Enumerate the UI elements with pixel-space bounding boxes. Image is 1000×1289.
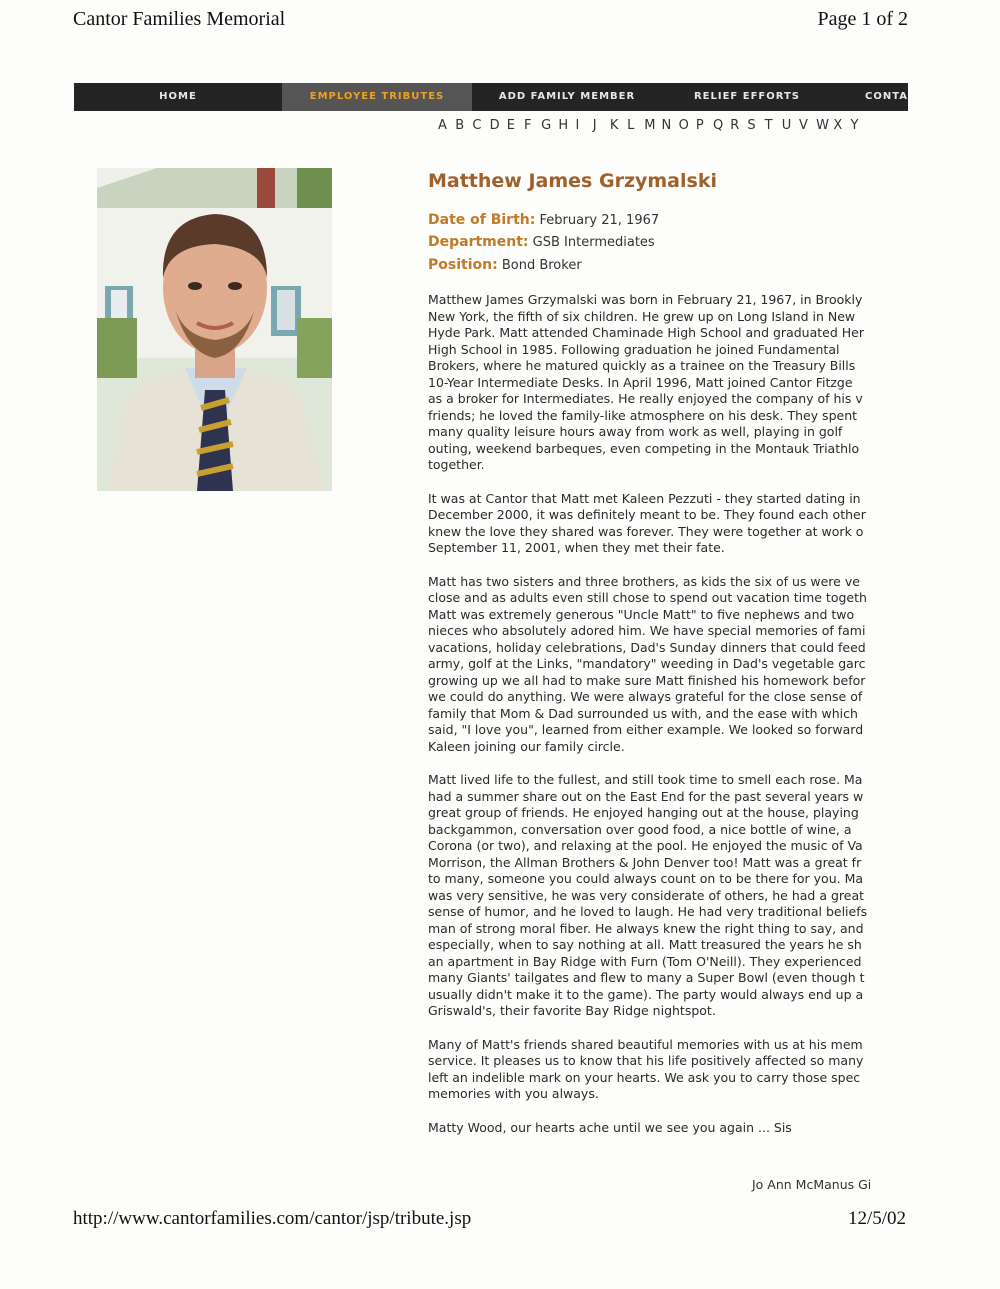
alphabet-letter-k[interactable]: K [609,118,619,133]
alphabet-letter-c[interactable]: C [472,118,482,133]
alphabet-letter-d[interactable]: D [489,118,500,133]
alphabet-letter-t[interactable]: T [764,118,773,133]
position-label: Position: [428,257,498,273]
nav-relief-efforts[interactable]: RELIEF EFFORTS [693,91,801,102]
alphabet-letter-s[interactable]: S [747,118,756,133]
alphabet-letter-h[interactable]: H [558,118,569,133]
alphabet-letter-u[interactable]: U [781,118,792,133]
employee-name: Matthew James Grzymalski [428,170,717,192]
top-navigation-bar [74,83,908,111]
bio-paragraph-5: Many of Matt's friends shared beautiful memories with us at his mem service. It pleases us to know that his life positively affected so many left an indelible mark on your hearts. We ask you to carry those spec memories with you always. [428,1036,864,1101]
alphabet-letter-i[interactable]: I [575,118,580,133]
print-header-title: Cantor Families Memorial [73,8,286,30]
bio-paragraph-3: Matt has two sisters and three brothers, as kids the six of us were ve close and as adults even still chose to spend out vacation time togeth Matt was extremely generous "Uncle Matt" to five nephews and two nieces who absolutely adored him. We have special memories of fami vacations, holiday celebrations, Dad's Sunday dinners that could feed army, golf at the Links, "mandatory" weeding in Dad's vegetable garc growing up we all had to make sure Matt finished his homework befor we could do anything. We were always grateful for the close sense of family that Mom & Dad surrounded us with, and the ease with which said, "I love you", learned from either example. We looked so forward Kaleen joining our family circle. [428,573,867,754]
date-of-birth-row [428,212,659,228]
alphabet-letter-a[interactable]: A [438,118,447,133]
alphabet-letter-o[interactable]: O [678,118,689,133]
nav-employee-tributes[interactable]: EMPLOYEE TRIBUTES [282,83,472,111]
nav-add-family-member[interactable]: ADD FAMILY MEMBER [498,91,636,102]
alphabet-letter-l[interactable]: L [627,118,635,133]
alphabet-letter-j[interactable]: J [592,118,597,133]
tribute-text [428,292,908,1153]
alphabet-letter-y[interactable]: Y [850,118,859,133]
nav-contact[interactable]: CONTA [865,91,908,102]
position-value: Bond Broker [501,258,582,273]
alphabet-letter-e[interactable]: E [506,118,515,133]
alphabet-letter-m[interactable]: M [644,118,656,133]
bio-paragraph-1: Matthew James Grzymalski was born in February 21, 1967, in Brookly New York, the fifth of six children. He grew up on Long Island in New Hyde Park. Matt attended Chaminade High School and graduated Her High School in 1985. Following graduation he joined Fundamental Brokers, where he matured quickly as a trainee on the Treasury Bills 10-Year Intermediate Desks. In April 1996, Matt joined Cantor Fitzge as a broker for Intermediates. He really enjoyed the company of his v friends; he loved the family-like atmosphere on his desk. They spent many quality leisure hours away from work as well, playing in golf outing, weekend barbeques, even competing in the Montauk Triathlo together. [428,292,864,472]
alphabet-letter-g[interactable]: G [541,118,552,133]
print-page-indicator: Page 1 of 2 [817,8,908,30]
portrait-photo [97,168,332,491]
date-of-birth-label: Date of Birth: [428,212,536,228]
date-of-birth-value: February 21, 1967 [539,213,660,228]
bio-paragraph-2: It was at Cantor that Matt met Kaleen Pezzuti - they started dating in December 2000, it was definitely meant to be. They found each other knew the love they shared was forever. They were together at work o September 11, 2001, when they met their fate. [428,490,866,555]
alphabet-letter-x[interactable]: X [833,118,843,133]
alphabet-letter-v[interactable]: V [798,118,808,133]
department-value: GSB Intermediates [532,235,655,250]
alphabet-letter-f[interactable]: F [523,118,532,133]
alphabet-letter-w[interactable]: W [816,118,829,133]
department-row [428,234,655,250]
position-row [428,257,582,273]
tribute-signature [752,1177,908,1199]
alphabet-letter-p[interactable]: P [695,118,704,133]
alphabet-letter-b[interactable]: B [455,118,465,133]
bio-paragraph-4: Matt lived life to the fullest, and still took time to smell each rose. Ma had a summer share out on the East End for the past several years w great group of friends. He enjoyed hanging out at the house, playing backgammon, conversation over good food, a nice bottle of wine, a Corona (or two), and relaxing at the pool. He enjoyed the music of Va Morrison, the Allman Brothers & John Denver too! Matt was a great fr to many, someone you could always count on to be there for you. Ma was very sensitive, he was very considerate of others, he had a great sense of humor, and he loved to laugh. He had very traditional beliefs man of strong moral fiber. He always knew the right thing to say, and especially, when to say nothing at all. Matt treasured the years he sh an apartment in Bay Ridge with Furn (Tom O'Neill). They experienced many Giants' tailgates and flew to many a Super Bowl (even though t usually didn't make it to the game). The party would always end up a Griswald's, their favorite Bay Ridge nightspot. [428,772,868,1018]
alphabet-index [438,118,868,133]
print-footer-date: 12/5/02 [847,1208,906,1229]
print-footer-url: http://www.cantorfamilies.com/cantor/jsp/tribute.jsp [73,1208,472,1229]
alphabet-letter-r[interactable]: R [730,118,740,133]
alphabet-letter-n[interactable]: N [661,118,672,133]
alphabet-letter-q[interactable]: Q [713,118,724,133]
bio-paragraph-6: Matty Wood, our hearts ache until we see you again ... Sis [428,1119,792,1135]
nav-home[interactable]: HOME [159,91,197,102]
signature-text: Jo Ann McManus Gi [752,1177,872,1192]
department-label: Department: [428,234,529,250]
